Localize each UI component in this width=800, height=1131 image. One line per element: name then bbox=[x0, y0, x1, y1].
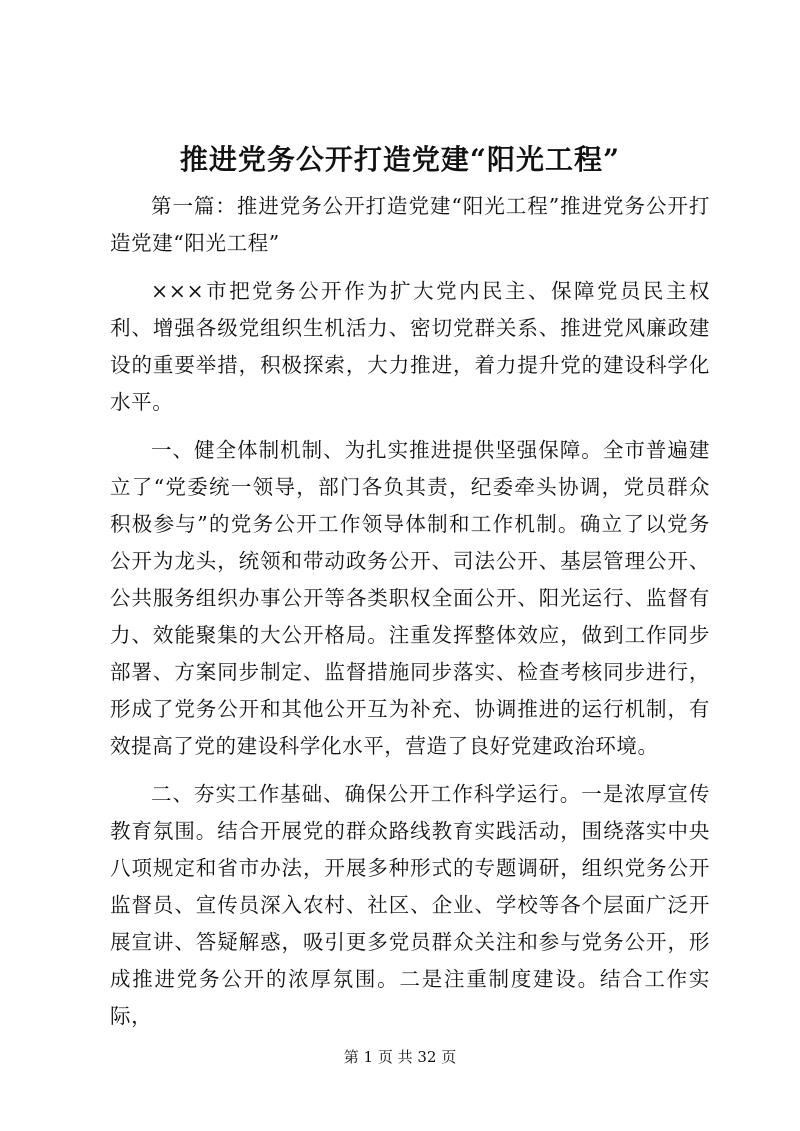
paragraph-section-one: 一、健全体制机制、为扎实推进提供坚强保障。全市普遍建立了“党委统一领导，部门各负其责，纪委牵头协调，党员群众积极参与”的党务公开工作领导体制和工作机制。确立了以党务公开为龙头，统领和带动政务公开、司法公开、基层管理公开、公共服务组织办事公开等各类职权全面公开、阳光运行、监督有力、效能聚集的大公开格局。注重发挥整体效应，做到工作同步部署、方案同步制定、监督措施同步落实、检查考核同步进行，形成了党务公开和其他公开互为补充、协调推进的运行机制，有效提高了党的建设科学化水平，营造了良好党建政治环境。 bbox=[110, 438, 710, 758]
paragraph-intro: ×××市把党务公开作为扩大党内民主、保障党员民主权利、增强各级党组织生机活力、密切党群关系、推进党风廉政建设的重要举措，积极探索，大力推进，着力提升党的建设科学化水平。 bbox=[110, 279, 710, 414]
paragraph-heading-first-article: 第一篇：推进党务公开打造党建“阳光工程”推进党务公开打造党建“阳光工程” bbox=[110, 194, 710, 255]
paragraph-section-two: 二、夯实工作基础、确保公开工作科学运行。一是浓厚宣传教育氛围。结合开展党的群众路线教育实践活动，围绕落实中央八项规定和省市办法，开展多种形式的专题调研，组织党务公开监督员、宣传员深入农村、社区、企业、学校等各个层面广泛开展宣讲、答疑解惑，吸引更多党员群众关注和参与党务公开，形成推进党务公开的浓厚氛围。二是注重制度建设。结合工作实际， bbox=[110, 782, 710, 1028]
document-title: 推进党务公开打造党建“阳光工程” bbox=[179, 143, 621, 176]
page-number-footer: 第 1 页 共 32 页 bbox=[343, 1048, 457, 1066]
document-body bbox=[110, 188, 710, 1046]
